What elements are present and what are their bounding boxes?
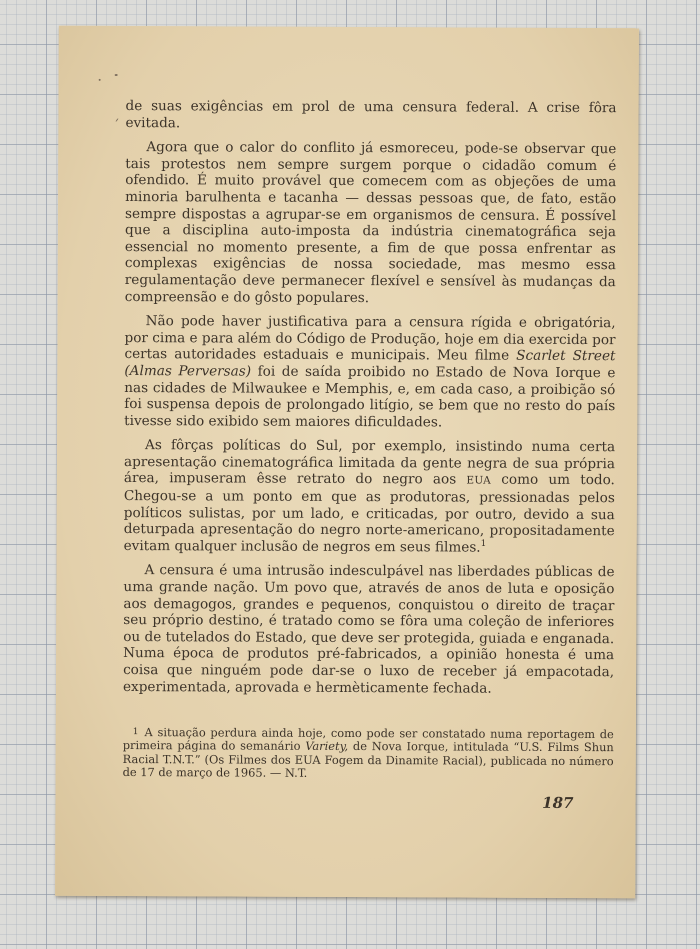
paragraph-1: de suas exigências em prol de uma censura federal. A crise fôra evitada.: [125, 98, 617, 131]
paragraph-5: A censura é uma intrusão indesculpável nas liberdades públicas de uma grande nação. Um povo que, através de anos de luta e oposição aos demagogos, grandes e pequenos, conquistou o direito de traçar seu próprio destino, é tratado como se fôra uma coleção de inferiores ou de tutelados do Estado, que deve ser protegida, guiada e enganada. Numa época de produtos pré-fabricados, a opinião honesta é uma coisa que ninguém pode dar-se o luxo de receber já empacotada, experimentada, aprovada e hermèticamente fechada.: [122, 562, 615, 697]
body-text: [123, 98, 617, 705]
paper-speck: [115, 74, 118, 76]
page-number: 187: [542, 793, 574, 812]
paragraph-3: [124, 313, 616, 431]
eua-smallcaps: EUA: [466, 474, 492, 488]
paragraph-4-text-after: como um todo. Chegou-se a um ponto em que as produtoras, pressionadas pelos políticos sulistas, por um lado, e criticadas, por outro, devido a sua deturpada apresentação do negro norte-americano, propositadamente evitam qualquer inclusão de negros em seus filmes.: [123, 472, 615, 556]
footnote: [123, 726, 614, 782]
book-page: [55, 26, 639, 899]
footnote-number: 1: [132, 727, 139, 738]
paragraph-4: [124, 437, 616, 556]
paragraph-2: Agora que o calor do conflito já esmoreceu, pode-se observar que tais protestos nem sempre surgem porque o cidadão comum é ofendido. É muito provável que comecem com as objeções de uma minoria barulhenta e tacanha — dessas pessoas que, de fato, estão sempre dispostas a agrupar-se em organismos de censura. É possível que a disciplina auto-imposta da indústria cinematográfica seja essencial no momento presente, a fim de que possa enfrentar as complexas exigências de nossa sociedade, mas mesmo essa regulamentação deve permanecer flexível e sensível às mudanças da compreensão e do gôsto populares.: [124, 139, 617, 306]
paragraph-3-text-after: foi de saída proibido no Estado de Nova Iorque e nas cidades de Milwaukee e Memphis, e, em cada caso, a proibição só foi suspensa depois de prolongado litígio, se bem que no resto do país tivesse sido exibido sem maiores dificuldades.: [124, 363, 616, 431]
paragraph-4-text-before: As fôrças políticas do Sul, por exemplo, insistindo numa certa apresentação cinematográfica limitada da gente negra de sua própria área, impuseram êsse retrato do negro aos: [123, 437, 616, 488]
footnote-text-before: A situação perdura ainda hoje, como pode ser constatado numa reportagem de primeira página do semanário: [122, 725, 614, 754]
paragraph-3-text-before: Não pode haver justificativa para a censura rígida e obrigatória, por cima e para além do Código de Produção, hoje em dia exercida por certas autoridades estaduais e municipais. Meu filme: [124, 313, 616, 365]
paper-speck: [99, 79, 101, 81]
footnote-italic: Variety,: [305, 739, 349, 754]
footnote-text-after: de Nova Iorque, intitulada “U.S. Films Shun Racial T.N.T.” (Os Filmes dos EUA Fogem da Dinamite Racial), publicada no número de 17 de março de 1965. — N.T.: [122, 739, 614, 781]
footnote-reference: 1: [480, 538, 487, 549]
paper-speck: [115, 118, 118, 122]
film-title-italic: Scarlet Street (Almas Perversas): [124, 348, 616, 380]
